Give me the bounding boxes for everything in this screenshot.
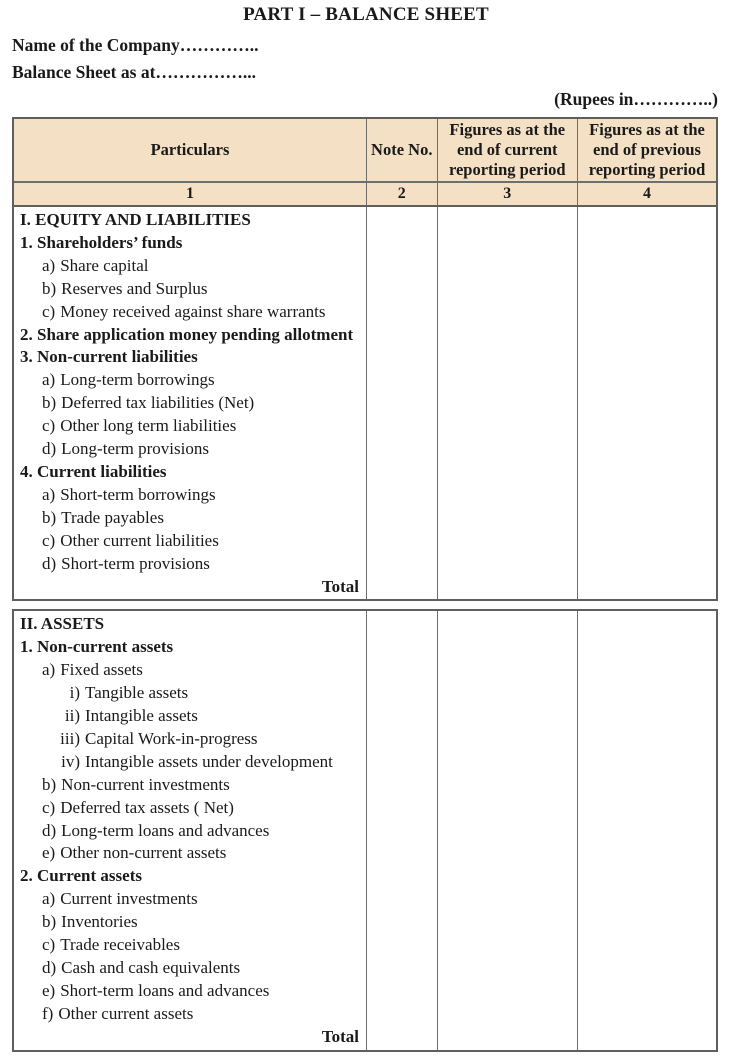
particulars-line: 3. Non-current liabilities: [20, 347, 198, 367]
particulars-line: [14, 369, 366, 392]
header-current-period: Figures as at the end of current reporting period: [437, 119, 578, 181]
particulars-line: 1. Non-current assets: [20, 637, 174, 657]
particulars-line: [14, 682, 366, 705]
line-label: Short-term borrowings: [60, 484, 216, 504]
line-label: Other current assets: [58, 1003, 194, 1023]
line-marker: a): [42, 370, 56, 390]
line-marker: a): [42, 660, 56, 680]
line-marker: c): [42, 797, 56, 817]
line-marker: d): [42, 820, 57, 840]
line-label: Long-term borrowings: [60, 370, 215, 390]
line-label: Trade payables: [61, 507, 164, 527]
particulars-line: [14, 301, 366, 324]
line-marker: iv): [61, 751, 80, 771]
particulars-list-0: [14, 207, 366, 599]
particulars-line: [14, 1003, 366, 1026]
rupees-in-line: (Rupees in…………..): [554, 89, 718, 109]
line-label: Capital Work-in-progress: [85, 728, 258, 748]
line-marker: e): [42, 980, 56, 1000]
line-label: Other long term liabilities: [60, 416, 237, 436]
column-number-1: 1: [14, 181, 366, 205]
equity-liabilities-section: [12, 207, 718, 601]
header-particulars: Particulars: [150, 140, 230, 159]
line-label: Intangible assets: [85, 706, 198, 726]
particulars-line: 4. Current liabilities: [20, 461, 167, 481]
note-no-cell-0: [366, 207, 437, 599]
line-marker: d): [42, 958, 57, 977]
line-marker: i): [69, 683, 80, 703]
particulars-line: [14, 980, 366, 1003]
line-label: Tangible assets: [85, 683, 189, 703]
particulars-line: [14, 774, 366, 797]
line-marker: c): [42, 935, 56, 955]
balance-sheet-date-line: Balance Sheet as at……………...: [12, 62, 257, 82]
header-note-no: Note No.: [366, 119, 437, 181]
particulars-line: [14, 659, 366, 682]
current-period-cell-1: [437, 611, 578, 1049]
particulars-line: [14, 415, 366, 438]
particulars-line: 2. Share application money pending allotment: [20, 324, 354, 344]
column-number-3: 3: [437, 181, 578, 205]
line-marker: b): [42, 774, 57, 794]
line-label: Cash and cash equivalents: [61, 958, 241, 977]
particulars-line: 1. Shareholders’ funds: [20, 232, 183, 252]
particulars-line: [14, 957, 366, 980]
line-marker: b): [42, 912, 57, 932]
particulars-line: [14, 278, 366, 301]
line-marker: b): [42, 393, 57, 413]
line-marker: a): [42, 889, 56, 909]
particulars-line: [14, 507, 366, 530]
particulars-line: [14, 255, 366, 278]
header-previous-period: Figures as at the end of previous reporting period: [577, 119, 716, 181]
current-period-cell-0: [437, 207, 578, 599]
particulars-line: [14, 438, 366, 461]
particulars-line: [14, 934, 366, 957]
line-marker: c): [42, 530, 56, 550]
particulars-line: [14, 751, 366, 774]
line-label: Long-term loans and advances: [61, 820, 270, 840]
line-marker: iii): [60, 728, 80, 748]
company-name-line: Name of the Company…………..: [12, 35, 259, 55]
assets-section: [12, 609, 718, 1051]
particulars-line: [14, 484, 366, 507]
line-label: Short-term provisions: [61, 553, 210, 573]
particulars-line: [14, 530, 366, 553]
particulars-line: [14, 888, 366, 911]
line-marker: d): [42, 439, 57, 459]
particulars-line: [14, 842, 366, 865]
line-label: Fixed assets: [60, 660, 143, 680]
line-marker: c): [42, 301, 56, 321]
column-number-4: 4: [577, 181, 716, 205]
line-marker: ii): [64, 706, 80, 726]
line-marker: e): [42, 843, 56, 863]
particulars-line: I. EQUITY AND LIABILITIES: [20, 210, 251, 229]
previous-period-cell-1: [577, 611, 716, 1049]
line-label: Share capital: [60, 255, 149, 275]
line-label: Non-current investments: [61, 774, 230, 794]
particulars-line: [14, 820, 366, 843]
line-marker: d): [42, 553, 57, 573]
particulars-line: [14, 797, 366, 820]
line-marker: b): [42, 507, 57, 527]
particulars-line: [14, 705, 366, 728]
page-title: PART I – BALANCE SHEET: [243, 4, 489, 25]
line-label: Trade receivables: [60, 935, 180, 955]
particulars-line: II. ASSETS: [20, 614, 105, 634]
particulars-line: [14, 553, 366, 576]
table-header: [12, 117, 718, 207]
line-marker: c): [42, 416, 56, 436]
particulars-line: [14, 911, 366, 934]
line-label: Current investments: [60, 889, 198, 909]
particulars-line: 2. Current assets: [20, 866, 142, 886]
line-label: Deferred tax assets ( Net): [60, 797, 234, 817]
line-label: Deferred tax liabilities (Net): [61, 393, 255, 413]
previous-period-cell-0: [577, 207, 716, 599]
line-label: Short-term loans and advances: [60, 980, 270, 1000]
total-line: Total: [321, 576, 359, 596]
line-marker: a): [42, 255, 56, 275]
particulars-list-1: [14, 611, 366, 1049]
line-label: Reserves and Surplus: [61, 278, 208, 298]
total-line: Total: [321, 1026, 359, 1046]
line-label: Inventories: [61, 912, 138, 932]
line-marker: f): [42, 1003, 54, 1023]
line-label: Intangible assets under development: [85, 751, 333, 771]
line-marker: a): [42, 484, 56, 504]
note-no-cell-1: [366, 611, 437, 1049]
line-label: Long-term provisions: [61, 439, 209, 459]
particulars-line: [14, 728, 366, 751]
line-label: Other non-current assets: [60, 843, 227, 863]
particulars-line: [14, 392, 366, 415]
line-marker: b): [42, 278, 57, 298]
line-label: Other current liabilities: [60, 530, 219, 550]
line-label: Money received against share warrants: [60, 301, 326, 321]
column-number-2: 2: [366, 181, 437, 205]
